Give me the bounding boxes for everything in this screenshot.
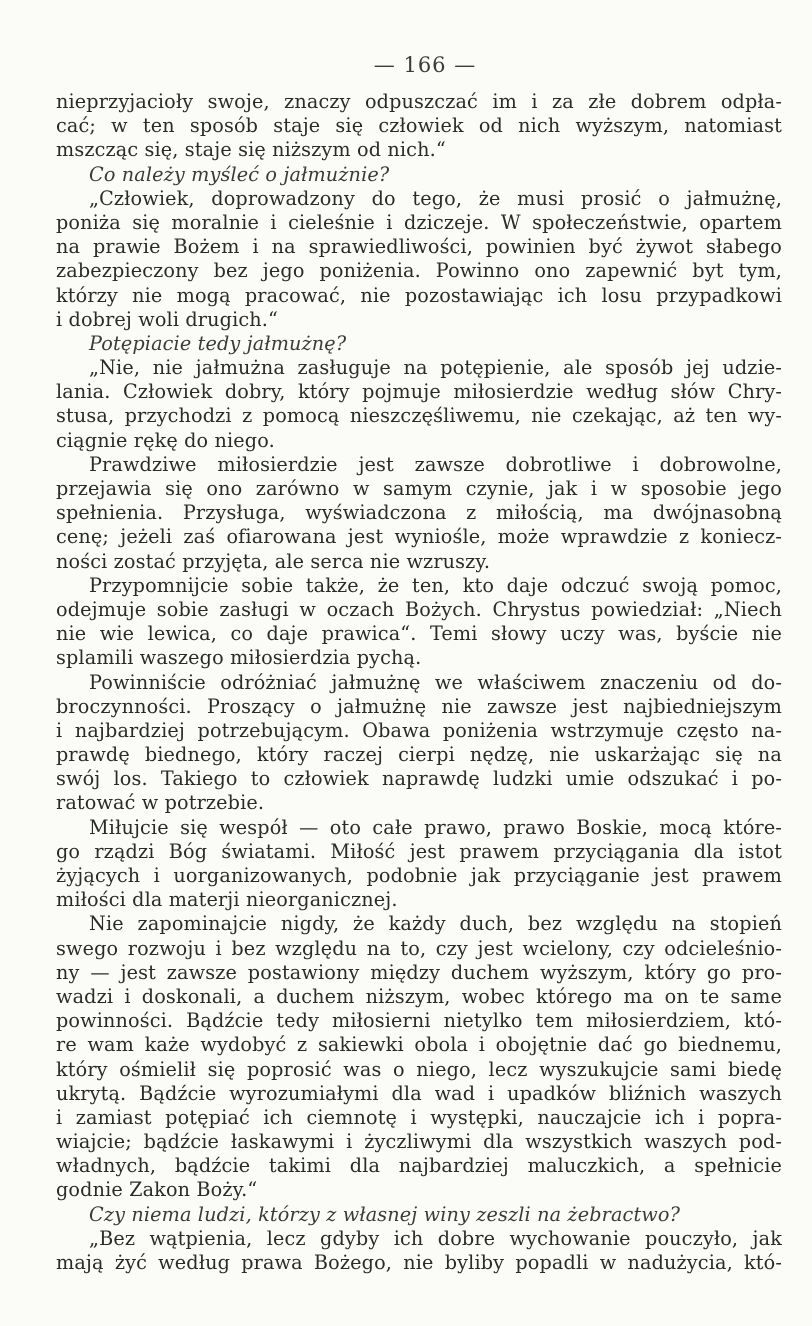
text-line: poniża się moralnie i cieleśnie i dziczeje. W społeczeństwie, opartem: [56, 210, 782, 234]
text-line: stusa, przychodzi z pomocą nieszczęśliwemu, nie czekając, aż ten wy-: [56, 404, 782, 428]
text-line: miłości dla materji nieorganicznej.: [56, 888, 398, 912]
text-line: nie wie lewica, co daje prawica“. Temi słowy uczy was, byście nie: [56, 622, 782, 646]
text-line: swój los. Takiego to człowiek naprawdę ludzki umie odszukać i po-: [56, 767, 782, 791]
text-line: prawdę biednego, który raczej cierpi nędzę, nie uskarżając się na: [56, 743, 782, 767]
text-line: na prawie Bożem i na sprawiedliwości, powinien być żywot słabego: [56, 235, 782, 259]
page-body-text: [56, 90, 782, 1275]
text-line: przejawia się ono zarówno w samym czynie, jak i w sposobie jego: [56, 477, 782, 500]
text-line: Przypomnijcie sobie także, że ten, kto daje odczuć swoją pomoc,: [89, 573, 782, 597]
text-line: splamili waszego miłosierdzia pychą.: [56, 646, 422, 670]
text-line: godnie Zakon Boży.“: [56, 1178, 258, 1202]
text-line: mają żyć według prawa Bożego, nie byliby popadli w nadużycia, któ-: [56, 1251, 782, 1274]
text-line: władnych, bądźcie takimi dla najbardziej maluczkich, a spełnicie: [56, 1154, 782, 1178]
text-line: Powinniście odróżniać jałmużnę we właściwem znaczeniu od do-: [89, 670, 782, 694]
text-line: ciągnie rękę do niego.: [56, 428, 275, 452]
text-line: „Nie, nie jałmużna zasługuje na potępienie, ale sposób jej udzie-: [89, 356, 782, 380]
text-line: „Bez wątpienia, lecz gdyby ich dobre wychowanie pouczyło, jak: [89, 1226, 782, 1250]
text-line: i zamiast potępiać ich ciemnotę i występki, nauczajcie ich i popra-: [56, 1105, 782, 1129]
question-heading: Potępiacie tedy jałmużnę?: [89, 331, 347, 355]
question-heading: Co należy myśleć o jałmużnie?: [89, 162, 390, 186]
text-line: ności zostać przyjęta, ale serca nie wzruszy.: [56, 549, 491, 573]
text-line: spełnienia. Przysługa, wyświadczona z miłością, ma dwójnasobną: [56, 501, 782, 525]
text-line: ukrytą. Bądźcie wyrozumiałymi dla wad i upadków bliźnich waszych: [56, 1081, 782, 1105]
text-line: który ośmielił się poprosić was o niego, lecz wyszukujcie sami biedę: [56, 1057, 782, 1081]
text-line: odejmuje sobie zasługi w oczach Bożych. Chrystus powiedział: „Niech: [56, 597, 782, 621]
text-line: nieprzyjacioły swoje, znaczy odpuszczać im i za złe dobrem odpła-: [56, 90, 782, 113]
text-line: i dobrej woli drugich.“: [56, 307, 278, 331]
text-line: Prawdziwe miłosierdzie jest zawsze dobrotliwe i dobrowolne,: [89, 452, 782, 476]
text-line: swego rozwoju i bez względu na to, czy jest wcielony, czy odcieleśnio-: [56, 936, 782, 960]
text-line: go rządzi Bóg światami. Miłość jest prawem przyciągania dla istot: [56, 839, 782, 863]
text-line: wadzi i doskonali, a duchem niższym, wobec którego ma on te same: [56, 984, 782, 1008]
text-line: ny — jest zawsze postawiony między duchem wyższym, który go pro-: [56, 960, 782, 984]
text-line: Miłujcie się wespół — oto całe prawo, prawo Boskie, mocą które-: [89, 815, 782, 839]
text-line: lania. Człowiek dobry, który pojmuje miłosierdzie według słów Chry-: [56, 380, 782, 404]
text-line: ratować w potrzebie.: [56, 791, 265, 815]
text-line: zabezpieczony bez jego poniżenia. Powinno ono zapewnić byt tym,: [56, 259, 782, 283]
text-line: i najbardziej potrzebującym. Obawa poniżenia wstrzymuje często na-: [56, 718, 782, 742]
text-line: żyjących i uorganizowanych, podobnie jak przyciąganie jest prawem: [56, 864, 782, 887]
text-line: „Człowiek, doprowadzony do tego, że musi prosić o jałmużnę,: [89, 186, 782, 210]
text-line: mszcząc się, staje się niższym od nich.“: [56, 138, 446, 162]
page-number: — 166 —: [373, 53, 477, 77]
text-line: cać; w ten sposób staje się człowiek od nich wyższym, natomiast: [56, 114, 782, 138]
book-page: [56, 50, 782, 1275]
text-line: Nie zapominajcie nigdy, że każdy duch, bez względu na stopień: [89, 912, 782, 936]
text-line: re wam każe wydobyć z sakiewki obola i obojętnie dać go biednemu,: [56, 1033, 782, 1057]
text-line: którzy nie mogą pracować, nie pozostawiając ich losu przypadkowi: [56, 283, 782, 307]
text-line: broczynności. Proszący o jałmużnę nie zawsze jest najbiedniejszym: [56, 694, 782, 718]
text-line: cenę; jeżeli zaś ofiarowana jest wyniośle, może wprawdzie z koniecz-: [56, 525, 782, 549]
question-heading: Czy niema ludzi, którzy z własnej winy zeszli na żebractwo?: [89, 1202, 681, 1226]
text-line: wiajcie; bądźcie łaskawymi i życzliwymi dla wszystkich waszych pod-: [56, 1130, 782, 1154]
text-line: powinności. Bądźcie tedy miłosierni nietylko tem miłosierdziem, któ-: [56, 1009, 782, 1033]
